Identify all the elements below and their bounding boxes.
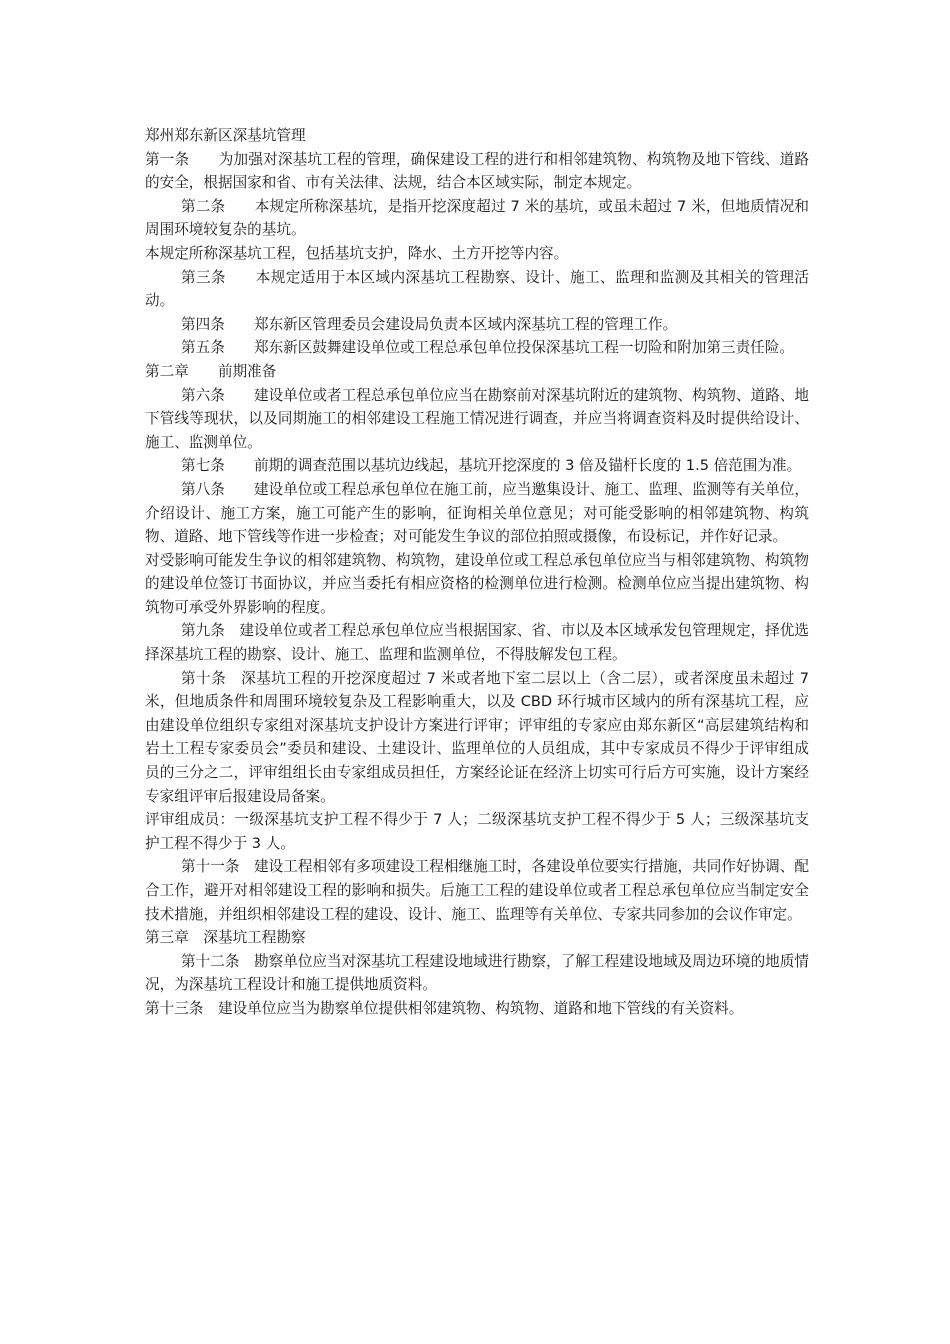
paragraph: 第四条 郑东新区管理委员会建设局负责本区域内深基坑工程的管理工作。 [181, 315, 678, 333]
paragraph: 第十一条 建设工程相邻有多项建设工程相继施工时，各建设单位要实行措施，共同作好协调、配合工作，避开对相邻建设工程的影响和损失。后施工工程的建设单位或者工程总承包单位应当制定安全技术措施，并组织相邻建设工程的建设、设计、施工、监理等有关单位、专家共同参加的会议作审定。 [145, 858, 809, 923]
paragraph: 评审组成员：一级深基坑支护工程不得少于 7 人；二级深基坑支护工程不得少于 5 人；三级深基坑支护工程不得少于 3 人。 [145, 811, 809, 852]
paragraph: 本规定所称深基坑工程，包括基坑支护，降水、土方开挖等内容。 [145, 244, 569, 262]
paragraph: 第二章 前期准备 [145, 362, 277, 380]
paragraph: 第六条 建设单位或者工程总承包单位应当在勘察前对深基坑附近的建筑物、构筑物、道路、地下管线等现状，以及同期施工的相邻建设工程施工情况进行调查，并应当将调查资料及时提供给设计、施工、监测单位。 [145, 386, 809, 451]
paragraph: 第七条 前期的调查范围以基坑边线起，基坑开挖深度的 3 倍及锚杆长度的 1.5 倍范围为准。 [181, 457, 802, 475]
paragraph: 第十条 深基坑工程的开挖深度超过 7 米或者地下室二层以上（含二层），或者深度虽未超过 7 米，但地质条件和周围环境较复杂及工程影响重大，以及 CBD 环行城市区域内的所有深基坑工程，应由建设单位组织专家组对深基坑支护设计方案进行评审；评审组的专家应由郑东新区“高层建筑结构和岩土工程专家委员会”委员和建设、土建设计、监理单位的人员组成，其中专家成员不得少于评审组成员的三分之二，评审组组长由专家组成员担任，方案经论证在经济上切实可行后方可实施，设计方案经专家组评审后报建设局备案。 [145, 669, 814, 805]
document-title: 郑州郑东新区深基坑管理 [145, 127, 306, 144]
paragraph: 第八条 建设单位或工程总承包单位在施工前，应当邀集设计、施工、监理、监测等有关单位，介绍设计、施工方案，施工可能产生的影响，征询相关单位意见；对可能受影响的相邻建筑物、构筑物、道路、地下管线等作进一步检查；对可能发生争议的部位拍照或摄像，布设标记，并作好记录。 [145, 480, 809, 546]
paragraph: 第三章 深基坑工程勘察 [145, 929, 306, 947]
paragraph: 第一条 为加强对深基坑工程的管理，确保建设工程的进行和相邻建筑物、构筑物及地下管线、道路的安全，根据国家和省、市有关法律、法规，结合本区域实际，制定本规定。 [145, 150, 809, 192]
document-page [145, 124, 814, 1021]
paragraph: 第三条 本规定适用于本区域内深基坑工程勘察、设计、施工、监理和监测及其相关的管理活动。 [145, 268, 809, 310]
paragraph: 对受影响可能发生争议的相邻建筑物、构筑物，建设单位或工程总承包单位应当与相邻建筑物、构筑物的建设单位签订书面协议，并应当委托有相应资格的检测单位进行检测。检测单位应当提出建筑物、构筑物可承受外界影响的程度。 [145, 551, 809, 616]
paragraph: 第十二条 勘察单位应当对深基坑工程建设地域进行勘察，了解工程建设地域及周边环境的地质情况，为深基坑工程设计和施工提供地质资料。 [145, 952, 809, 994]
paragraph: 第二条 本规定所称深基坑，是指开挖深度超过 7 米的基坑，或虽未超过 7 米，但地质情况和周围环境较复杂的基坑。 [145, 197, 809, 239]
paragraph: 第五条 郑东新区鼓舞建设单位或工程总承包单位投保深基坑工程一切险和附加第三责任险。 [181, 339, 794, 357]
paragraph: 第九条 建设单位或者工程总承包单位应当根据国家、省、市以及本区域承发包管理规定，择优选择深基坑工程的勘察、设计、施工、监理和监测单位，不得肢解发包工程。 [145, 622, 809, 664]
paragraph: 第十三条 建设单位应当为勘察单位提供相邻建筑物、构筑物、道路和地下管线的有关资料。 [145, 999, 744, 1017]
document-body [145, 148, 814, 1021]
